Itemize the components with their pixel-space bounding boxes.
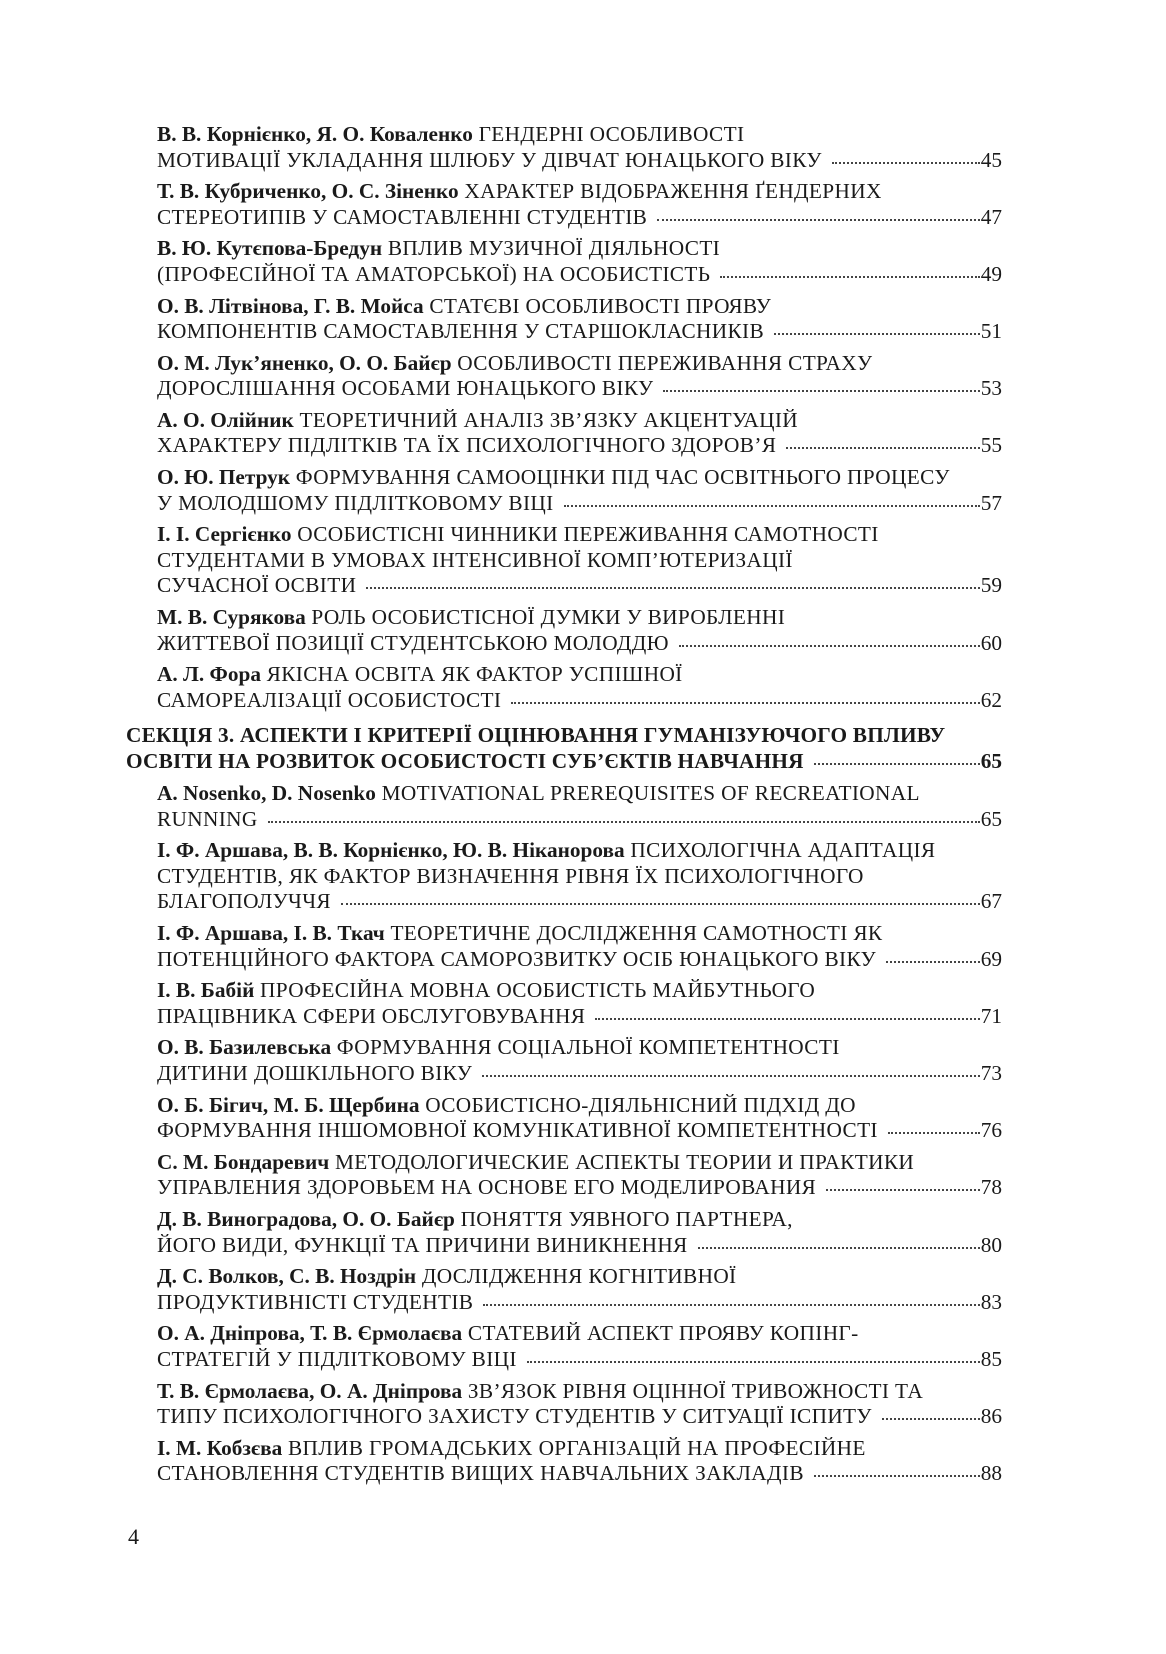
toc-entry-text bbox=[157, 522, 879, 546]
toc-entry-title-line: ЯКІСНА ОСВІТА ЯК ФАКТОР УСПІШНОЇ bbox=[266, 662, 683, 687]
toc-entry-authors: І. Ф. Аршава, І. В. Ткач bbox=[157, 921, 385, 946]
toc-entry-authors: В. Ю. Кутєпова-Бредун bbox=[157, 236, 383, 261]
toc-entry-title-line: СТРАТЕГІЙ У ПІДЛІТКОВОМУ ВІЦІ bbox=[157, 1346, 517, 1371]
toc-entry-authors: О. А. Дніпрова, Т. В. Єрмолаєва bbox=[157, 1321, 463, 1346]
toc-entry bbox=[126, 978, 1002, 1029]
toc-entry bbox=[126, 1093, 1002, 1144]
toc-page-number: 47 bbox=[980, 204, 1002, 229]
toc-page-number: 78 bbox=[980, 1175, 1002, 1200]
toc-entry-title-line: ХАРАКТЕРУ ПІДЛІТКІВ ТА ЇХ ПСИХОЛОГІЧНОГО ЗДОРОВ’Я bbox=[157, 433, 777, 458]
toc-entry-text bbox=[157, 351, 872, 375]
toc-entry bbox=[126, 465, 1002, 516]
toc-entry-text bbox=[157, 236, 720, 260]
toc-entry-title-line: СТАТЄВІ ОСОБЛИВОСТІ ПРОЯВУ bbox=[429, 293, 772, 318]
toc-entry-authors: А. Л. Фора bbox=[157, 662, 261, 687]
toc-entry-title-line: ВПЛИВ МУЗИЧНОЇ ДІЯЛЬНОСТІ bbox=[387, 236, 721, 261]
toc-entry-title-line: СТАТЕВИЙ АСПЕКТ ПРОЯВУ КОПІНГ- bbox=[467, 1321, 859, 1346]
toc-page-number: 69 bbox=[980, 946, 1002, 971]
toc-entry-title-line: УПРАВЛЕНИЯ ЗДОРОВЬЕМ НА ОСНОВЕ ЕГО МОДЕЛИРОВАНИЯ bbox=[157, 1175, 817, 1200]
toc-entry-text bbox=[126, 749, 804, 775]
toc-entry-authors: І. Ф. Аршава, В. В. Корнієнко, Ю. В. Ніканорова bbox=[157, 838, 625, 863]
toc-entry-title-line: RUNNING bbox=[157, 806, 258, 831]
toc-page-number: 62 bbox=[980, 687, 1002, 712]
toc-entry-authors: С. М. Бондаревич bbox=[157, 1149, 330, 1174]
toc-dot-leader bbox=[774, 333, 980, 335]
toc-entry-title-line: ПРОФЕСІЙНА МОВНА ОСОБИСТІСТЬ МАЙБУТНЬОГО bbox=[260, 978, 816, 1003]
toc-page-number: 60 bbox=[980, 630, 1002, 655]
toc-entry-title-line: ДИТИНИ ДОШКІЛЬНОГО ВІКУ bbox=[157, 1060, 473, 1085]
toc-entry-text bbox=[157, 838, 935, 862]
toc-dot-leader bbox=[814, 1475, 980, 1477]
toc-page-number: 45 bbox=[980, 147, 1002, 172]
toc-page-number: 55 bbox=[980, 433, 1002, 458]
toc-page-number: 59 bbox=[980, 573, 1002, 598]
toc-entry-authors: Т. В. Кубриченко, О. С. Зіненко bbox=[157, 179, 459, 204]
toc-entry bbox=[126, 1436, 1002, 1487]
toc-entry-text bbox=[157, 1175, 816, 1201]
toc-entry bbox=[126, 1150, 1002, 1201]
toc-entry-title-line: ОСОБЛИВОСТІ ПЕРЕЖИВАННЯ СТРАХУ bbox=[457, 350, 873, 375]
toc-entry bbox=[126, 605, 1002, 656]
toc-entry bbox=[126, 522, 1002, 599]
toc-dot-leader bbox=[786, 447, 979, 449]
toc-entry-title-line: ЗВ’ЯЗОК РІВНЯ ОЦІННОЇ ТРИВОЖНОСТІ ТА bbox=[467, 1378, 924, 1403]
toc-entry-text bbox=[157, 1379, 923, 1403]
toc-dot-leader bbox=[814, 763, 980, 765]
toc-entry-text bbox=[126, 723, 945, 747]
toc-entry-title-line: ЙОГО ВИДИ, ФУНКЦІЇ ТА ПРИЧИНИ ВИНИКНЕННЯ bbox=[157, 1232, 688, 1257]
toc-page-number: 51 bbox=[980, 319, 1002, 344]
toc-entry bbox=[126, 351, 1002, 402]
toc-dot-leader bbox=[882, 1418, 980, 1420]
toc-entry-title-line: (ПРОФЕСІЙНОЇ ТА АМАТОРСЬКОЇ) НА ОСОБИСТІСТЬ bbox=[157, 261, 711, 286]
toc-entry-authors: І. І. Сергієнко bbox=[157, 522, 292, 547]
toc-dot-leader bbox=[482, 1075, 980, 1077]
toc-entry-authors: О. В. Літвінова, Г. В. Мойса bbox=[157, 293, 424, 318]
toc-entry bbox=[126, 236, 1002, 287]
toc-dot-leader bbox=[832, 162, 980, 164]
toc-entry-authors: О. В. Базилевська bbox=[157, 1035, 332, 1060]
toc-entry-title-line: ВПЛИВ ГРОМАДСЬКИХ ОРГАНІЗАЦІЙ НА ПРОФЕСІЙНЕ bbox=[287, 1435, 866, 1460]
toc-dot-leader bbox=[888, 1132, 980, 1134]
toc-entry-title-line: ТЕОРЕТИЧНЕ ДОСЛІДЖЕННЯ САМОТНОСТІ ЯК bbox=[390, 921, 883, 946]
toc-entry-text bbox=[157, 122, 744, 146]
toc-entry-authors: В. В. Корнієнко, Я. О. Коваленко bbox=[157, 122, 473, 146]
toc-entry-title-line: КОМПОНЕНТІВ САМОСТАВЛЕННЯ У СТАРШОКЛАСНИКІВ bbox=[157, 319, 765, 344]
toc-entry-title-line: ДОРОСЛІШАННЯ ОСОБАМИ ЮНАЦЬКОГО ВІКУ bbox=[157, 376, 654, 401]
toc-section-heading bbox=[126, 723, 1002, 774]
toc-entry-title-line: MOTIVATIONAL PREREQUISITES OF RECREATIONAL bbox=[381, 781, 920, 806]
toc-entry-title-line: ТЕОРЕТИЧНИЙ АНАЛІЗ ЗВ’ЯЗКУ АКЦЕНТУАЦІЙ bbox=[299, 407, 798, 432]
toc-dot-leader bbox=[663, 390, 979, 392]
toc-page-number: 88 bbox=[980, 1461, 1002, 1486]
toc-entry-title-line: ФОРМУВАННЯ СОЦІАЛЬНОЇ КОМПЕТЕНТНОСТІ bbox=[336, 1035, 840, 1060]
toc-entry-title-line: ОСОБИСТІСНО-ДІЯЛЬНІСНИЙ ПІДХІД ДО bbox=[425, 1092, 856, 1117]
toc-entry-authors: І. М. Кобзєва bbox=[157, 1435, 283, 1460]
toc-page-number: 53 bbox=[980, 376, 1002, 401]
toc-page-number: 85 bbox=[980, 1346, 1002, 1371]
toc-entry-text bbox=[157, 1233, 688, 1259]
toc-entry-title-line: ПРОДУКТИВНІСТІ СТУДЕНТІВ bbox=[157, 1289, 474, 1314]
toc-entry-text bbox=[157, 1347, 517, 1373]
table-of-contents bbox=[126, 122, 1002, 1493]
toc-entry-text bbox=[157, 408, 798, 432]
toc-entry-authors: О. М. Лук’яненко, О. О. Байєр bbox=[157, 350, 452, 375]
toc-entry-title-line: ПСИХОЛОГІЧНА АДАПТАЦІЯ bbox=[630, 838, 936, 863]
toc-entry bbox=[126, 838, 1002, 915]
toc-page-number: 73 bbox=[980, 1060, 1002, 1085]
toc-entry-title-line: РОЛЬ ОСОБИСТІСНОЇ ДУМКИ У ВИРОБЛЕННІ bbox=[311, 605, 786, 629]
toc-entry-title-line: ЖИТТЕВОЇ ПОЗИЦІЇ СТУДЕНТСЬКОЮ МОЛОДДЮ bbox=[157, 630, 669, 655]
toc-entry-title-line: ПРАЦІВНИКА СФЕРИ ОБСЛУГОВУВАННЯ bbox=[157, 1003, 586, 1028]
toc-entry bbox=[126, 1264, 1002, 1315]
toc-page-number: 86 bbox=[980, 1404, 1002, 1429]
toc-entry-text bbox=[157, 1290, 473, 1316]
toc-entry bbox=[126, 1321, 1002, 1372]
toc-entry-authors: Т. В. Єрмолаєва, О. А. Дніпрова bbox=[157, 1378, 463, 1403]
toc-dot-leader bbox=[886, 961, 980, 963]
toc-entry-title-line: ПОТЕНЦІЙНОГО ФАКТОРА САМОРОЗВИТКУ ОСІБ ЮНАЦЬКОГО ВІКУ bbox=[157, 946, 877, 971]
toc-entry-text bbox=[157, 1264, 737, 1288]
toc-entry bbox=[126, 122, 1002, 173]
toc-dot-leader bbox=[698, 1247, 980, 1249]
toc-entry-authors: А. О. Олійник bbox=[157, 407, 294, 432]
toc-entry-text bbox=[157, 1093, 856, 1117]
toc-entry bbox=[126, 408, 1002, 459]
toc-entry-authors: О. Б. Бігич, М. Б. Щербина bbox=[157, 1092, 420, 1117]
toc-entry-text bbox=[157, 688, 501, 714]
toc-entry-authors: О. Ю. Петрук bbox=[157, 465, 291, 490]
toc-entry-title-line: ГЕНДЕРНІ ОСОБЛИВОСТІ bbox=[478, 122, 745, 146]
toc-entry-text bbox=[157, 491, 554, 517]
toc-page-number: 71 bbox=[980, 1003, 1002, 1028]
toc-entry bbox=[126, 1207, 1002, 1258]
toc-entry-text bbox=[157, 781, 920, 805]
toc-entry-text bbox=[157, 1118, 878, 1144]
toc-entry-text bbox=[157, 1321, 859, 1345]
toc-entry-text bbox=[157, 864, 864, 888]
toc-dot-leader bbox=[657, 219, 979, 221]
toc-page-number: 80 bbox=[980, 1232, 1002, 1257]
toc-entry-title-line: ОСОБИСТІСНІ ЧИННИКИ ПЕРЕЖИВАННЯ САМОТНОСТІ bbox=[297, 522, 879, 547]
toc-dot-leader bbox=[826, 1189, 980, 1191]
toc-entry bbox=[126, 179, 1002, 230]
toc-entry-title-line: СЕКЦІЯ 3. АСПЕКТИ І КРИТЕРІЇ ОЦІНЮВАННЯ ГУМАНІЗУЮЧОГО ВПЛИВУ bbox=[126, 723, 946, 748]
toc-entry-title-line: ФОРМУВАННЯ САМООЦІНКИ ПІД ЧАС ОСВІТНЬОГО ПРОЦЕСУ bbox=[295, 465, 950, 490]
toc-entry-text bbox=[157, 1404, 872, 1430]
toc-entry-text bbox=[157, 1035, 840, 1059]
toc-entry-text bbox=[157, 947, 876, 973]
toc-entry-title-line: СТУДЕНТІВ, ЯК ФАКТОР ВИЗНАЧЕННЯ РІВНЯ ЇХ ПСИХОЛОГІЧНОГО bbox=[157, 863, 864, 888]
toc-entry-text bbox=[157, 573, 356, 599]
toc-entry-authors: Д. В. Виноградова, О. О. Байєр bbox=[157, 1207, 455, 1231]
toc-entry-title-line: МОТИВАЦІЇ УКЛАДАННЯ ШЛЮБУ У ДІВЧАТ ЮНАЦЬКОГО ВІКУ bbox=[157, 147, 822, 172]
toc-entry-text bbox=[157, 1004, 585, 1030]
toc-entry-title-line: СТЕРЕОТИПІВ У САМОСТАВЛЕННІ СТУДЕНТІВ bbox=[157, 204, 648, 229]
toc-page-number: 57 bbox=[980, 490, 1002, 515]
toc-page-number: 76 bbox=[980, 1118, 1002, 1143]
toc-entry-text bbox=[157, 807, 258, 833]
toc-entry bbox=[126, 781, 1002, 832]
page-number: 4 bbox=[128, 1524, 139, 1549]
toc-entry-text bbox=[157, 1061, 472, 1087]
toc-entry-title-line: МЕТОДОЛОГИЧЕСКИЕ АСПЕКТЫ ТЕОРИИ И ПРАКТИКИ bbox=[334, 1149, 915, 1174]
toc-entry-text bbox=[157, 1436, 866, 1460]
toc-entry-title-line: СТАНОВЛЕННЯ СТУДЕНТІВ ВИЩИХ НАВЧАЛЬНИХ ЗАКЛАДІВ bbox=[157, 1461, 804, 1486]
toc-dot-leader bbox=[595, 1018, 979, 1020]
toc-entry-title-line: ДОСЛІДЖЕННЯ КОГНІТИВНОЇ bbox=[421, 1264, 737, 1289]
toc-entry-title-line: ПОНЯТТЯ УЯВНОГО ПАРТНЕРА, bbox=[460, 1207, 793, 1231]
toc-entry-text bbox=[157, 605, 785, 629]
toc-entry-text bbox=[157, 433, 776, 459]
toc-entry-text bbox=[157, 978, 815, 1002]
toc-entry bbox=[126, 1379, 1002, 1430]
toc-entry-authors: М. В. Сурякова bbox=[157, 605, 306, 629]
toc-entry-text bbox=[157, 205, 647, 231]
toc-entry-title-line: СТУДЕНТАМИ В УМОВАХ ІНТЕНСИВНОЇ КОМП’ЮТЕРИЗАЦІЇ bbox=[157, 547, 793, 572]
toc-dot-leader bbox=[366, 587, 979, 589]
toc-page-number: 65 bbox=[980, 806, 1002, 831]
toc-entry-text bbox=[157, 294, 771, 318]
toc-page-number: 49 bbox=[980, 261, 1002, 286]
toc-page-number: 83 bbox=[980, 1289, 1002, 1314]
toc-entry-text bbox=[157, 548, 793, 572]
toc-entry-title-line: ФОРМУВАННЯ ІНШОМОВНОЇ КОМУНІКАТИВНОЇ КОМПЕТЕНТНОСТІ bbox=[157, 1118, 878, 1143]
toc-entry-title-line: ХАРАКТЕР ВІДОБРАЖЕННЯ ҐЕНДЕРНИХ bbox=[464, 179, 882, 204]
toc-entry-text bbox=[157, 1150, 914, 1174]
toc-dot-leader bbox=[341, 903, 980, 905]
toc-entry-title-line: СУЧАСНОЇ ОСВІТИ bbox=[157, 573, 357, 598]
toc-dot-leader bbox=[679, 645, 980, 647]
toc-entry-text bbox=[157, 179, 882, 203]
toc-entry-text bbox=[157, 262, 710, 288]
toc-entry-title-line: ТИПУ ПСИХОЛОГІЧНОГО ЗАХИСТУ СТУДЕНТІВ У СИТУАЦІЇ ІСПИТУ bbox=[157, 1404, 872, 1429]
toc-entry-text bbox=[157, 662, 683, 686]
toc-entry-text bbox=[157, 1461, 804, 1487]
toc-entry-text bbox=[157, 1207, 793, 1231]
toc-entry-authors: A. Nosenko, D. Nosenko bbox=[157, 781, 376, 806]
toc-page-number: 67 bbox=[980, 889, 1002, 914]
toc-entry-title-line: БЛАГОПОЛУЧЧЯ bbox=[157, 889, 331, 914]
toc-entry-title-line: САМОРЕАЛІЗАЦІЇ ОСОБИСТОСТІ bbox=[157, 687, 502, 712]
toc-dot-leader bbox=[720, 276, 979, 278]
toc-entry bbox=[126, 921, 1002, 972]
toc-entry-text bbox=[157, 465, 950, 489]
toc-dot-leader bbox=[527, 1361, 980, 1363]
toc-entry-title-line: У МОЛОДШОМУ ПІДЛІТКОВОМУ ВІЦІ bbox=[157, 490, 554, 515]
toc-entry-text bbox=[157, 889, 331, 915]
toc-entry-text bbox=[157, 921, 882, 945]
toc-entry bbox=[126, 662, 1002, 713]
toc-entry-title-line: ОСВІТИ НА РОЗВИТОК ОСОБИСТОСТІ СУБ’ЄКТІВ НАВЧАННЯ bbox=[126, 748, 804, 773]
toc-dot-leader bbox=[268, 821, 980, 823]
toc-page-number: 65 bbox=[980, 748, 1002, 773]
toc-entry-text bbox=[157, 148, 822, 174]
toc-entry-text bbox=[157, 319, 764, 345]
toc-dot-leader bbox=[511, 702, 979, 704]
toc-dot-leader bbox=[564, 505, 980, 507]
toc-entry-authors: І. В. Бабій bbox=[157, 978, 255, 1003]
toc-entry-authors: Д. С. Волков, С. В. Ноздрін bbox=[157, 1264, 417, 1289]
toc-entry bbox=[126, 1035, 1002, 1086]
toc-entry-text bbox=[157, 376, 653, 402]
toc-dot-leader bbox=[483, 1304, 979, 1306]
toc-entry-text bbox=[157, 631, 669, 657]
toc-entry bbox=[126, 294, 1002, 345]
